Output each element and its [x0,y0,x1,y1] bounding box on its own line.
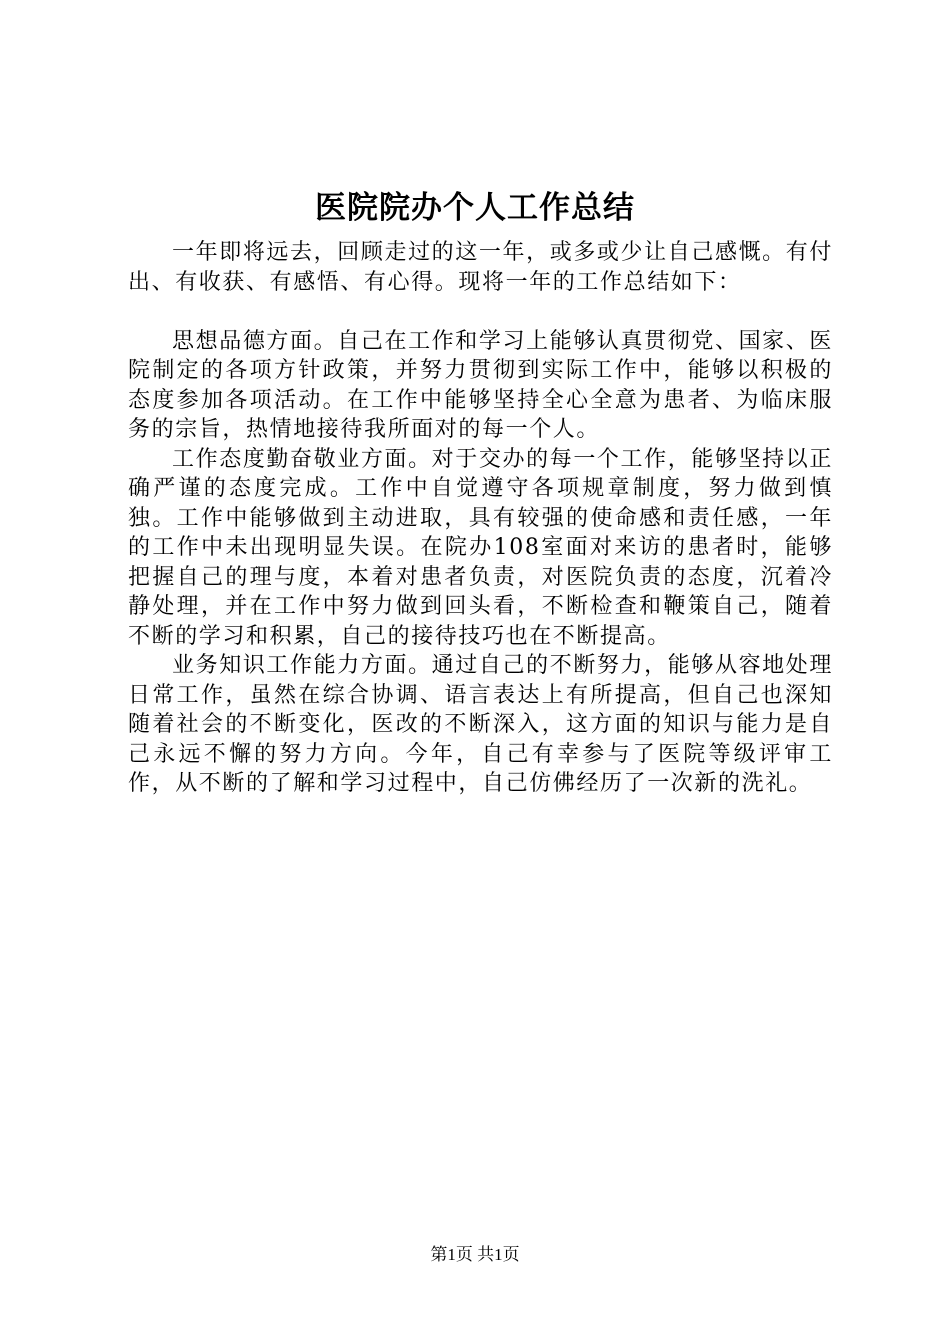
paragraph-work-attitude: 工作态度勤奋敬业方面。对于交办的每一个工作，能够坚持以正确严谨的态度完成。工作中自觉遵守各项规章制度，努力做到慎独。工作中能够做到主动进取，具有较强的使命感和责任感，一年的工作中未出现明显失误。在院办108室面对来访的患者时，能够把握自己的理与度，本着对患者负责，对医院负责的态度，沉着冷静处理，并在工作中努力做到回头看，不断检查和鞭策自己，随着不断的学习和积累，自己的接待技巧也在不断提高。 [128,446,833,649]
paragraph-professional-ability: 业务知识工作能力方面。通过自己的不断努力，能够从容地处理日常工作，虽然在综合协调、语言表达上有所提高，但自己也深知随着社会的不断变化，医改的不断深入，这方面的知识与能力是自己永远不懈的努力方向。今年，自己有幸参与了医院等级评审工作，从不断的了解和学习过程中，自己仿佛经历了一次新的洗礼。 [128,653,833,796]
paragraph-intro: 一年即将远去，回顾走过的这一年，或多或少让自己感慨。有付出、有收获、有感悟、有心得。现将一年的工作总结如下： [128,240,833,295]
document-title: 医院院办个人工作总结 [315,190,635,226]
document-body [128,238,833,799]
paragraph-ideology: 思想品德方面。自己在工作和学习上能够认真贯彻党、国家、医院制定的各项方针政策，并努力贯彻到实际工作中，能够以积极的态度参加各项活动。在工作中能够坚持全心全意为患者、为临床服务的宗旨，热情地接待我所面对的每一个人。 [128,328,833,442]
page-footer: 第1页 共1页 [430,1245,520,1264]
